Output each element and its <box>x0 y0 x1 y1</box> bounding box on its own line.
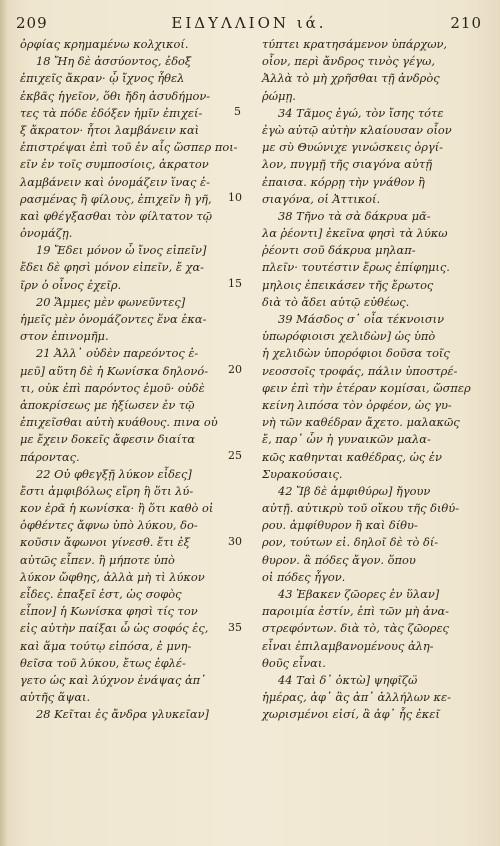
text-line: ἐπιχεῖς ἄκραν· ᾧ ἴχνος ἦθελ <box>20 71 185 86</box>
text-line: ρου. ἀμφίθυρον ἢ καὶ δίθυ- <box>262 518 418 533</box>
text-line: ἡμέρας, ἀφ᾽ ἃς ἀπ᾽ ἀλλήλων κε- <box>262 690 451 705</box>
text-line: 20 Ἅμμες μὲν φωνεῦντες] <box>36 294 186 309</box>
text-line: εἶδες. ἐπαξεῖ ἐστ, ὡς σοφὸς <box>20 587 182 601</box>
text-line: φειν ἐπὶ τὴν ἑτέραν κομίσαι, ὥσπερ <box>262 380 471 395</box>
text-line: ἐπιστρέψαι ἐπὶ τοῦ ἐν αἷς ὥσπερ ποι- <box>20 140 238 155</box>
text-line: θεῖσα τοῦ λύκου, ἔτως ἐφλέ- <box>20 655 186 670</box>
text-line: τες τὰ πόδε ἐδόξεν ἡμῖν ἐπιχεί- <box>20 105 203 120</box>
text-line: διὰ τὸ ἄδει αὐτῷ εὐθέως. <box>262 294 410 309</box>
text-line: ῖρν ὁ οἶνος ἐχεῖρ. <box>20 277 122 292</box>
text-line: ρασμένας ἢ φίλους, ἐπιχεῖν ἢ γῆ, <box>20 191 212 206</box>
text-line: 44 Ταὶ δ᾽ ὀκτὼ] ψηφῖζω̈ <box>278 672 418 687</box>
text-line: λον, πυγμῇ τῆς σιαγόνα αὐτῇ <box>262 157 433 172</box>
text-line: 39 Μάσδος σ᾽ οἷα τέκνοισιν <box>278 312 444 326</box>
text-line: καὶ φθέγξασθαι τὸν φίλτατον τῷ <box>20 208 213 223</box>
text-line: ὀρφίας κρημαμένω κολχικοί. <box>20 37 189 51</box>
text-line: πλεῖν· τουτέστιν ἔρως ἐπίφημις. <box>262 260 450 275</box>
text-line: ὑπωρόφιοισι χελιδὼν] ὡς ὑπὸ <box>262 329 436 344</box>
page-number-left: 209 <box>16 14 48 32</box>
text-line: αὐτῆς ἅψαι. <box>20 690 91 705</box>
text-line: 43 Ἐβακεν ζῶορες ἐν ὕλαν] <box>278 587 440 601</box>
text-line: με σὺ Θυώνιχε γινώσκεις ὀργί- <box>262 140 444 155</box>
text-line: στρεφόντων. διὰ τὸ, τὰς ζῶορες <box>262 621 449 636</box>
margin-line-number: 35 <box>228 620 242 634</box>
text-line: καὶ ἅμα τούτῳ εἰπόσα, ἐ μνη- <box>20 638 192 653</box>
text-line: οἱ πόδες ἦγον. <box>262 569 346 584</box>
text-line: 38 Τῆνο τὰ σὰ δάκρυα μᾶ- <box>278 208 431 223</box>
text-line: τύπτει κρατησάμενον ὑπάρχων, <box>262 37 448 51</box>
text-line: οἷον, περὶ ἄνδρος τινὸς γέγω, <box>262 54 435 69</box>
margin-line-number: 15 <box>228 276 242 290</box>
text-line: Συρακούσαις. <box>262 466 343 481</box>
text-line: ἡμεῖς μὲν ὀνομάζοντες ἕνα ἑκα- <box>20 312 207 326</box>
margin-line-number: 30 <box>228 534 242 548</box>
text-line: ὀνομάζῃ. <box>20 226 73 241</box>
text-line: αὐτῇ. αὐτικρὺ τοῦ οἴκου τῆς διθύ- <box>262 501 460 516</box>
text-line: ὀφθέντες ἄφνω ὑπὸ λύκου, δο- <box>20 518 198 533</box>
text-line: θυρον. ἃ πόδες ἄγον. ὅπου <box>262 552 416 567</box>
text-line: ρον, τούτων εἰ. δηλοῖ δὲ τὸ δί- <box>262 535 439 550</box>
text-line: γετο ὡς καὶ λύχνον ἐνάψας ἀπ᾽ <box>20 672 206 687</box>
text-line: ἐγὼ αὐτῷ αὐτὴν κλαίουσαν οἷον <box>262 122 452 137</box>
text-line: ἐπιχεῖσθαι αὐτὴ κυάθους. πινα οὐ <box>20 415 218 430</box>
text-line: 19 Ἔδει μόνον ὦ ἴνος εἰπεῖν] <box>36 243 207 258</box>
text-line: ἡ χελιδὼν ὑπορόφιοι δοῦσα τοῖς <box>262 346 450 361</box>
margin-line-number: 10 <box>228 190 242 204</box>
text-line: 42 Ἴβ δὲ ἀμφιθύρω] ἤγουν <box>278 483 431 498</box>
text-line: παροιμία ἐστίν, ἐπὶ τῶν μὴ ἀνα- <box>262 604 450 619</box>
text-line: εῖν ἐν τοῖς συμποσίοις, ἀκρατον <box>20 157 209 172</box>
text-line: μηλοις ἐπεικάσεν τῆς ἔρωτος <box>262 277 434 292</box>
text-line: ἀποκρίσεως με ἠξίωσεν ἐν τῷ <box>20 397 195 412</box>
text-line: λύκον ὤφθης, ἀλλὰ μὴ τὶ λύκον <box>20 569 205 584</box>
text-line: ἔστι ἀμφιβόλως εἴρη ἣ ὅτι λύ- <box>20 483 194 498</box>
gutter-shadow <box>0 0 8 846</box>
text-line: εἰς αὐτὴν παίξαι ὦ ὡς σοφός ἐς, <box>20 621 209 636</box>
running-head: ΕΙΔΥΛΛΙΟΝ ιά. <box>171 14 327 32</box>
text-line: αὐτῶς εἶπεν. ἢ μήποτε ὑπὸ <box>20 552 175 567</box>
text-line: νὴ τῶν καθέδραν ἄχετο. μαλακῶς <box>262 415 460 430</box>
text-line: με ἔχειν δοκεῖς ἄφεσιν διαίτα <box>20 432 196 447</box>
text-line: κῶς καθηνται καθέδρας, ὡς ἐν <box>262 449 442 464</box>
text-line: εἶπον] ἡ Κωνίσκα φησὶ τίς τον <box>20 604 198 619</box>
text-line: λαμβάνειν καὶ ὀνομάζειν ἵνας ἐ- <box>20 174 210 189</box>
text-line: ῥέοντι σοῦ δάκρυα μηλαπ- <box>262 243 416 258</box>
text-line: κείνη λιπόσα τὸν ὀρφέον, ὡς γυ- <box>262 397 452 412</box>
margin-line-number: 20 <box>228 362 242 376</box>
text-line: θοῦς εἶναι. <box>262 655 326 670</box>
text-line: 28 Κεῖται ἐς ἄνδρα γλυκεῖαν] <box>36 707 209 722</box>
text-line: χωρισμένοι εἰσί, ἃ ἀφ᾽ ἧς ἐκεῖ <box>262 707 440 722</box>
text-line: πάροντας. <box>20 449 80 464</box>
text-line: ῥώμῃ. <box>262 88 296 103</box>
text-line: 18 Ἤη δὲ ἀσσύοντος, ἐδοξ̈ <box>36 54 192 69</box>
text-line: μεῦ] αὕτη δὲ ἡ Κωνίσκα δηλονό- <box>20 363 209 378</box>
text-line: τι, οὐκ ἐπὶ παρόντος ἐμοῦ· οὐδὲ <box>20 380 205 395</box>
text-line: κον ἐρᾶ ἡ κωνίσκα· ἢ ὅτι καθὸ οἱ <box>20 501 214 516</box>
text-line: ἐπαισα. κόρρῃ τὴν γνάθον ἢ <box>262 174 425 189</box>
page-number-right: 210 <box>450 14 482 32</box>
text-line: ἔ, παρ᾽ ὧν ἡ γυναικῶν μαλα- <box>262 432 431 447</box>
text-line: ἐκβᾶς ἡγεῖον, ὅθι ἤδη ἀσυδήμον- <box>20 88 211 103</box>
text-line: κοῦσιν ἄφωνοι γίνεσθ. ἔτι ἐξ <box>20 535 190 550</box>
text-line: 21 Ἀλλ᾽ οὐδὲν παρεόντος ἐ- <box>36 346 199 361</box>
text-line: σιαγόνα, οἱ Ἀττικοί. <box>262 191 381 206</box>
text-line: Ἀλλὰ τὸ μὴ χρῆσθαι τῇ ἀνδρὸς <box>262 71 440 86</box>
text-line: 22 Οὐ φθεγξῇ λύκον εἶδες] <box>36 466 192 481</box>
text-line: λα ῥέοντι] ἐκεῖνα φησὶ τὰ λύκω <box>262 226 448 241</box>
text-line: εἶναι ἐπιλαμβανομένους ἀλη- <box>262 638 434 653</box>
right-text-column <box>262 36 486 724</box>
text-line: στον ἐπινομῆμ. <box>20 329 109 344</box>
text-line: ἔδει δὲ φησὶ μόνον εἰπεῖν, ἔ χα- <box>20 260 204 275</box>
text-line: ξ ἄκρατον· ἦτοι λαμβάνειν καὶ <box>20 122 200 137</box>
text-line: 34 Τᾶμος ἐγώ, τὸν ἴσης τότε <box>278 105 444 120</box>
margin-line-number: 25 <box>228 448 242 462</box>
margin-line-number: 5 <box>234 104 241 118</box>
text-line: νεοσσοῖς τροφάς, πάλιν ὑποστρέ- <box>262 363 458 378</box>
page-header <box>16 14 482 34</box>
